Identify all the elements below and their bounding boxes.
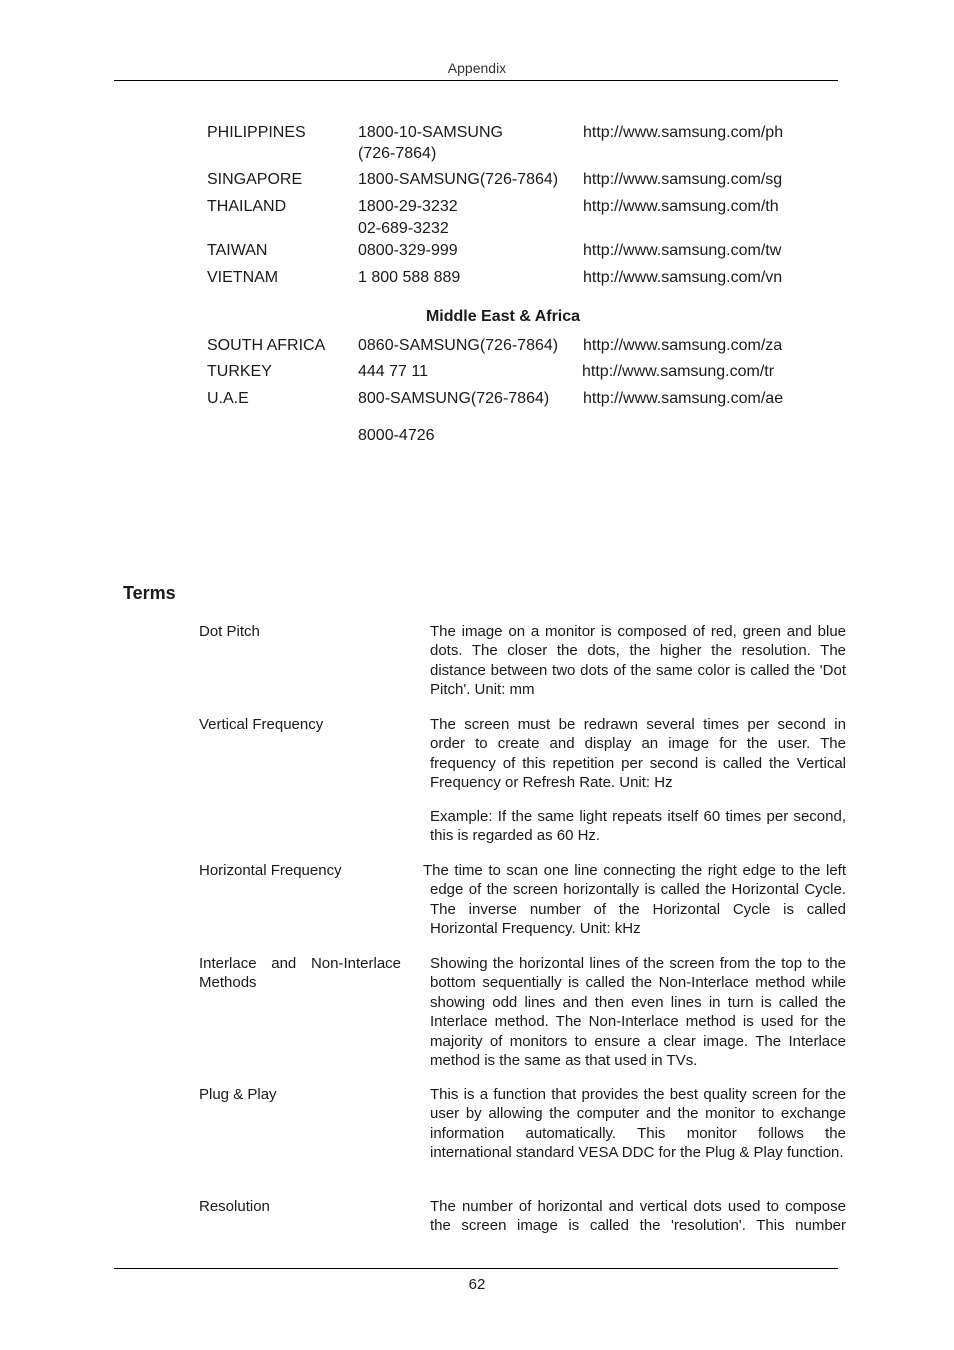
term-label: Horizontal Frequency <box>199 862 342 879</box>
contact-country: PHILIPPINES <box>207 124 306 141</box>
term-example: Example: If the same light repeats itself 60 times per second, this is regarded as 60 Hz. <box>430 808 846 845</box>
contact-phone: 444 77 11 <box>358 363 428 380</box>
contact-url[interactable]: http://www.samsung.com/tw <box>583 242 782 259</box>
term-definition: Showing the horizontal lines of the screen from the top to the bottom sequentially is called the Non-Interlace method while showing odd lines and then even lines in turn is called the Interlace method. The Non-Interlace method is used for the majority of monitors to ensure a clear image. The Interlace method is the same as that used in TVs. <box>430 955 846 1070</box>
contact-url[interactable]: http://www.samsung.com/ae <box>583 390 784 407</box>
contact-country: THAILAND <box>207 198 287 215</box>
contact-country: TURKEY <box>207 363 272 380</box>
contact-url[interactable]: http://www.samsung.com/ph <box>583 124 784 141</box>
contact-phone: 1800-29-3232 <box>358 198 458 215</box>
term-label: Dot Pitch <box>199 623 260 640</box>
region-heading: Middle East & Africa <box>425 308 581 325</box>
contact-phone: 1 800 588 889 <box>358 269 461 286</box>
page-number: 62 <box>468 1276 486 1293</box>
contact-country: SINGAPORE <box>207 171 303 188</box>
contact-url[interactable]: http://www.samsung.com/sg <box>583 171 783 188</box>
contact-phone: 0860-SAMSUNG(726-7864) <box>358 337 559 354</box>
contact-phone-secondary: 02-689-3232 <box>358 220 449 237</box>
footer-rule <box>114 1268 838 1269</box>
term-definition: The screen must be redrawn several times per second in order to create and display an image for the user. The frequency of this repetition per second is called the Vertical Frequency or Refresh Rate. Unit: Hz <box>430 716 846 792</box>
contact-country: TAIWAN <box>207 242 268 259</box>
term-label: Vertical Frequency <box>199 716 324 733</box>
contact-url[interactable]: http://www.samsung.com/th <box>583 198 779 215</box>
header-rule <box>114 80 838 81</box>
contact-phone-secondary: 8000-4726 <box>358 427 435 444</box>
contact-phone-secondary: (726-7864) <box>358 145 437 162</box>
contact-country: U.A.E <box>207 390 249 407</box>
contact-phone: 800-SAMSUNG(726-7864) <box>358 390 550 407</box>
page-header-title: Appendix <box>447 60 507 76</box>
term-label: Plug & Play <box>199 1086 277 1103</box>
contact-url[interactable]: http://www.samsung.com/vn <box>583 269 783 286</box>
term-definition: The number of horizontal and vertical dots used to compose the screen image is called the 'resolution'. This number <box>430 1198 846 1235</box>
term-label: Interlace and Non-Interlace Methods <box>199 955 401 991</box>
contact-url[interactable]: http://www.samsung.com/tr <box>582 363 775 380</box>
contact-country: SOUTH AFRICA <box>207 337 326 354</box>
term-definition: The image on a monitor is composed of red, green and blue dots. The closer the dots, the higher the resolution. The distance between two dots of the same color is called the 'Dot Pitch'. Unit: mm <box>430 623 846 699</box>
contact-country: VIETNAM <box>207 269 279 286</box>
terms-heading: Terms <box>123 583 176 603</box>
term-definition: The time to scan one line connecting the right edge to the left edge of the screen horizontally is called the Horizontal Cycle. The inverse number of the Horizontal Cycle is called Horizontal Frequency. Unit: kHz <box>423 862 846 938</box>
contact-phone: 0800-329-999 <box>358 242 458 259</box>
term-definition: This is a function that provides the best quality screen for the user by allowing the computer and the monitor to exchange information automatically. This monitor follows the international standard VESA DDC for the Plug & Play function. <box>430 1086 846 1162</box>
contact-phone: 1800-10-SAMSUNG <box>358 124 503 141</box>
term-label: Resolution <box>199 1198 270 1215</box>
contact-phone: 1800-SAMSUNG(726-7864) <box>358 171 559 188</box>
contact-url[interactable]: http://www.samsung.com/za <box>583 337 783 354</box>
